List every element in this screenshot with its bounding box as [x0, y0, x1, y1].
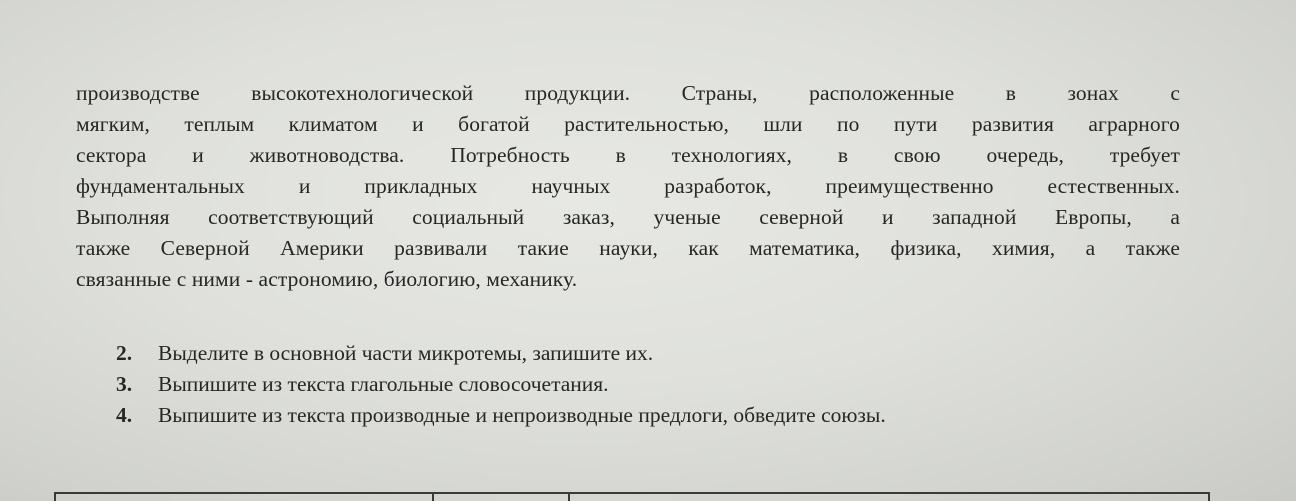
task-list [116, 338, 1176, 431]
task-text: Выпишите из текста производные и непроизводные предлоги, обведите союзы. [158, 403, 886, 427]
paragraph-line: мягким, теплым климатом и богатой растительностью, шли по пути развития аграрного [76, 112, 1180, 136]
task-item [116, 400, 1176, 431]
paragraph-line: связанные с ними - астрономию, биологию, механику. [76, 267, 578, 291]
task-text: Выпишите из текста глагольные словосочетания. [158, 372, 609, 396]
task-number: 2. [116, 341, 133, 365]
paragraph-line: производстве высокотехнологической продукции. Страны, расположенные в зонах с [76, 81, 1180, 105]
table-column-divider [432, 494, 434, 501]
paragraph-line: Выполняя соответствующий социальный заказ, ученые северной и западной Европы, а [76, 205, 1180, 229]
table-top-border [54, 492, 1210, 501]
task-item [116, 369, 1176, 400]
body-paragraph [76, 78, 1180, 295]
task-number: 3. [116, 372, 133, 396]
paragraph-line: фундаментальных и прикладных научных разработок, преимущественно естественных. [76, 174, 1180, 198]
task-item [116, 338, 1176, 369]
table-column-divider [568, 494, 570, 501]
task-text: Выделите в основной части микротемы, запишите их. [158, 341, 654, 365]
paragraph-line: сектора и животноводства. Потребность в технологиях, в свою очередь, требует [76, 143, 1180, 167]
paragraph-line: также Северной Америки развивали такие науки, как математика, физика, химия, а также [76, 236, 1180, 260]
task-number: 4. [116, 403, 133, 427]
